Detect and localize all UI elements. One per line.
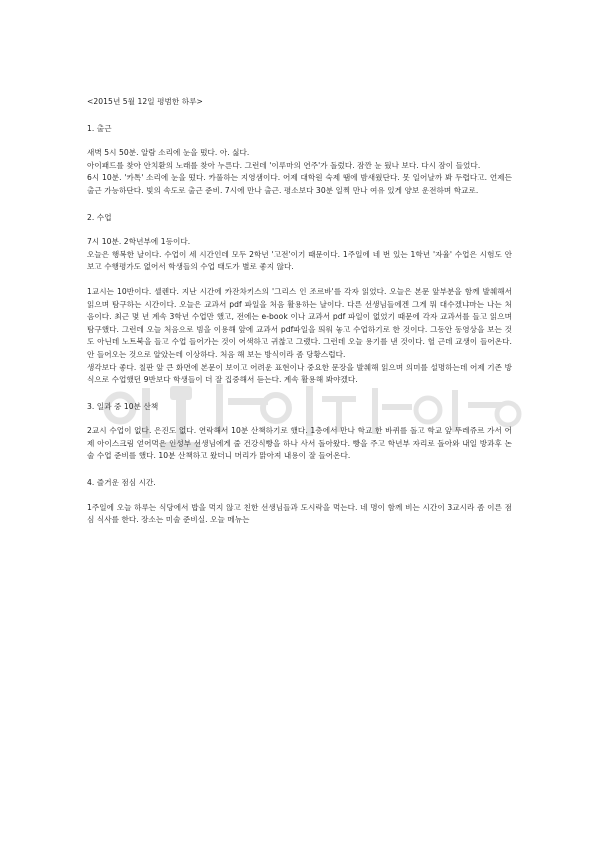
paragraph: 아이패드를 찾아 안치환의 노래를 찾아 누른다. 그런데 '이루마의 연주'가 돌렀다. 잠깐 눈 뒀나 보다. 다시 잠이 들었다. — [87, 160, 481, 170]
paragraph: 2교시 수업이 없다. 은진도 없다. 연락해서 10분 산책하기로 했다. 1층에서 만나 학교 한 바퀴를 돌고 학교 앞 뚜레쥬르 가서 어제 아이스크림 얻어먹은 인성부 선생님에게 줄 건강식빵을 하나 사서 돌아왔다. 빵을 주고 학년부 자리로 돌아와 내일 방과후 논술 수업 준비를 했다. 10분 산책하고 왔더니 머리가 맑아져 내용이 잘 들어온다. — [87, 426, 512, 461]
paragraph: 6시 10분. '카톡' 소리에 눈을 떴다. 카풀하는 지영샘이다. 어제 대학원 숙제 땜에 밤새웠단다. 못 일어날까 봐 두렵다고. 언제든 출근 가능하단다. 빛의 속도로 출근 준비. 7시에 만나 출근. 평소보다 30분 일찍 만나 여유 있게 양보 운전하며 학교로. — [87, 173, 512, 195]
paragraph-gap — [87, 274, 512, 286]
section-heading: 4. 즐거운 점심 시간. — [87, 478, 156, 488]
section-class — [87, 212, 512, 387]
section-walk — [87, 401, 512, 463]
section-heading: 2. 수업 — [87, 212, 112, 222]
section-lunch — [87, 477, 512, 527]
section-heading: 1. 출근 — [87, 123, 112, 133]
paragraph: 생각보다 좋다. 칠판 앞 큰 화면에 본문이 보이고 어려운 표현이나 중요한 문장을 발췌해 읽으며 의미를 설명하는데 어제 기존 방식으로 수업했던 9반보다 학생들이 더 잘 집중해서 듣는다. 계속 활용해 봐야겠다. — [87, 362, 512, 385]
document-title: <2015년 5월 12일 평범한 하루> — [87, 97, 203, 106]
paragraph: 7시 10분. 2학년부에 1등이다. — [87, 237, 191, 247]
section-heading: 3. 일과 중 10분 산책 — [87, 401, 159, 411]
document-body — [87, 96, 512, 527]
paragraph: 1주일에 오늘 하루는 식당에서 밥을 먹지 않고 친한 선생님들과 도시락을 먹는다. 네 명이 함께 비는 시간이 3교시라 좀 이른 점심 식사를 한다. 장소는 미술 준비실. 오늘 메뉴는 — [87, 502, 512, 525]
section-commute — [87, 123, 512, 198]
paragraph: 1교시는 10반이다. 셀렌다. 지난 시간에 카잔차키스의 '그리스 인 조르바'를 각자 읽었다. 오늘은 본문 앞부분을 함께 발췌해서 읽으며 탐구하는 시간이다. 오늘은 교과서 pdf 파일을 처음 활용하는 날이다. 다른 선생님들에겐 그게 뭐 대수겠냐마는 나는 처음이다. 최근 몇 년 계속 3학년 수업만 했고, 전에는 e-book 이나 교과서 pdf 파일이 없었기 때문에 각자 교과서를 들고 읽으며 탐구했다. 그런데 오늘 처음으로 빔을 이용해 앞에 교과서 pdf파일을 띄워 놓고 수업하기로 한 것이다. 그동안 동영상을 보는 것도 아닌데 노트북을 들고 수업 들어가는 것이 어색하고 귀찮고 그랬다. 그런데 오늘 용기를 낸 것이다. 헐 근데 교생이 들어온다. 안 들어오는 것으로 알았는데 이상하다. 처음 해 보는 방식이라 좀 당황스럽다. — [87, 286, 512, 359]
paragraph: 새벽 5시 50분. 알람 소리에 눈을 떴다. 아. 싫다. — [87, 148, 250, 158]
paragraph: 오늘은 행복한 날이다. 수업이 세 시간인데 모두 2학년 '고전'이기 때문이다. 1주일에 네 번 있는 1학년 '자율' 수업은 시험도 안 보고 수행평가도 없어서 학생들의 수업 태도가 별로 좋지 않다. — [87, 249, 512, 272]
